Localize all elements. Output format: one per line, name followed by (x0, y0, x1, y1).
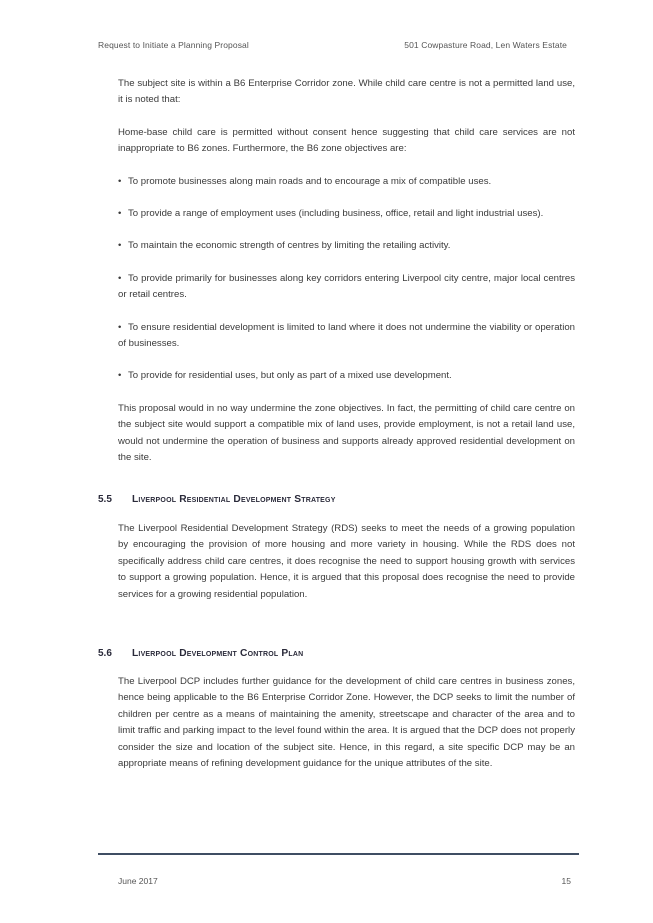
section-title: Liverpool Residential Development Strategy (132, 494, 336, 505)
intro-paragraph-3: This proposal would in no way undermine the zone objectives. In fact, the permitting of child care centre on the subject site would support a compatible mix of land uses, provide employment, is not a retail land use, would not undermine the operation of business and supports already approved residential development on the site. (118, 402, 575, 464)
bullet-icon: • (118, 240, 122, 252)
section-5-6-heading (98, 648, 303, 659)
section-number: 5.6 (98, 648, 112, 659)
dcp-paragraph: The Liverpool DCP includes further guidance for the development of child care centres in business zones, hence being applicable to the B6 Enterprise Corridor Zone. However, the DCP seeks to limit the number of children per centre as a means of maintaining the amenity, streetscape and character of the area and to limit traffic and parking impact to the level found within the area. It is argued that the DCP does not properly consider the size and location of the subject site. Hence, in this regard, a site specific DCP may be an appropriate means of refining development guidance for the unique attributes of the site. (118, 676, 575, 770)
footer-divider (98, 853, 579, 855)
section-5-5-body (118, 521, 575, 603)
section-title: Liverpool Development Control Plan (132, 648, 304, 659)
section-5-6-body (118, 674, 575, 772)
zone-objective-2: • To provide a range of employment uses (including business, office, retail and light industrial uses). (118, 206, 575, 222)
header-document-title: Request to Initiate a Planning Proposal (98, 40, 249, 50)
rds-paragraph: The Liverpool Residential Development Strategy (RDS) seeks to meet the needs of a growing population by encouraging the provision of more housing and more variety in housing. While the RDS does not specifically address child care centres, it does recognise the need to support housing growth with services to support a growing population. Hence, it is argued that this proposal does recognise the need to provide services for a growing residential population. (118, 523, 575, 600)
zone-objective-4: • To provide primarily for businesses along key corridors entering Liverpool city centre, major local centres or retail centres. (118, 272, 575, 301)
zone-objective-1: • To promote businesses along main roads and to encourage a mix of compatible uses. (118, 174, 575, 190)
zone-objective-6: • To provide for residential uses, but only as part of a mixed use development. (118, 368, 575, 384)
intro-paragraph-1: The subject site is within a B6 Enterprise Corridor zone. While child care centre is not a permitted land use, it is noted that: (118, 78, 575, 106)
bullet-icon: • (118, 175, 122, 187)
zone-objective-3: • To maintain the economic strength of centres by limiting the retailing activity. (118, 238, 575, 254)
section-5-5-heading (98, 494, 336, 505)
section-number: 5.5 (98, 494, 112, 505)
bullet-icon: • (118, 321, 122, 333)
zone-objective-5: • To ensure residential development is limited to land where it does not undermine the viability or operation of businesses. (118, 321, 575, 350)
footer-date: June 2017 (118, 876, 158, 886)
page-number: 15 (561, 876, 571, 886)
header-site-address: 501 Cowpasture Road, Len Waters Estate (404, 40, 567, 50)
bullet-icon: • (118, 370, 122, 382)
bullet-icon: • (118, 208, 122, 220)
intro-section (118, 76, 575, 483)
intro-paragraph-2: Home-base child care is permitted without consent hence suggesting that child care services are not inappropriate to B6 zones. Furthermore, the B6 zone objectives are: (118, 126, 575, 155)
bullet-icon: • (118, 272, 122, 284)
